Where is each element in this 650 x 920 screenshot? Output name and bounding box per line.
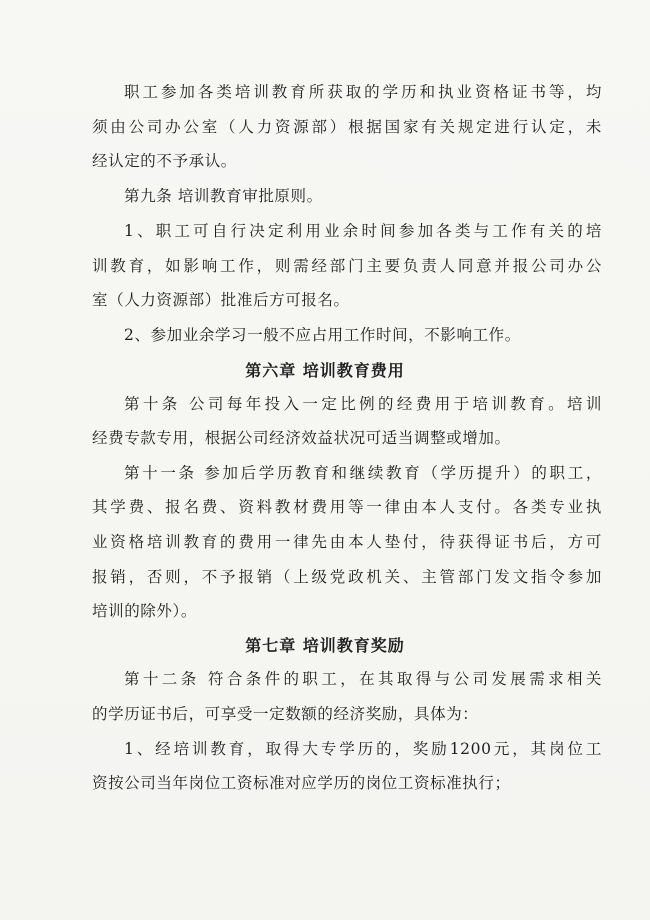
paragraph-line: 第十条 公司每年投入一定比例的经费用于培训教育。培训 xyxy=(124,395,602,413)
paragraph-line: 训教育，如影响工作，则需经部门主要负责人同意并报公司办公 xyxy=(92,257,602,275)
paragraph-line: 业资格培训教育的费用一律先由本人垫付，待获得证书后，方可 xyxy=(92,533,602,551)
chapter-heading: 第七章 培训教育奖励 xyxy=(245,636,405,655)
paragraph-line: 第十一条 参加后学历教育和继续教育（学历提升）的职工， xyxy=(124,464,602,482)
paragraph-line: 1、职工可自行决定利用业余时间参加各类与工作有关的培 xyxy=(124,222,602,240)
paragraph-line: 经费专款专用，根据公司经济效益状况可适当调整或增加。 xyxy=(92,429,511,447)
paragraph-line: 第十二条 符合条件的职工，在其取得与公司发展需求相关 xyxy=(124,670,602,688)
paragraph-line: 2、参加业余学习一般不应占用工作时间，不影响工作。 xyxy=(124,326,521,344)
paragraph-line: 的学历证书后，可享受一定数额的经济奖励，具体为： xyxy=(92,705,479,723)
paragraph-line: 职工参加各类培训教育所获取的学历和执业资格证书等，均 xyxy=(124,83,602,101)
paragraph-line: 经认定的不予承认。 xyxy=(92,152,237,170)
paragraph-line: 报销，否则，不予报销（上级党政机关、主管部门发文指令参加 xyxy=(92,568,602,586)
paragraph-line: 培训的除外）。 xyxy=(92,602,197,620)
paragraph-line: 其学费、报名费、资料教材费用等一律由本人支付。各类专业执 xyxy=(92,498,602,516)
article-title: 第九条 培训教育审批原则。 xyxy=(124,187,323,205)
chapter-heading: 第六章 培训教育费用 xyxy=(245,361,405,380)
paragraph-line: 资按公司当年岗位工资标准对应学历的岗位工资标准执行； xyxy=(92,774,511,792)
paragraph-line: 室（人力资源部）批准后方可报名。 xyxy=(92,291,350,309)
paragraph-line: 1、经培训教育，取得大专学历的，奖励1200元，其岗位工 xyxy=(124,740,602,758)
paragraph-line: 须由公司办公室（人力资源部）根据国家有关规定进行认定，未 xyxy=(92,118,602,136)
